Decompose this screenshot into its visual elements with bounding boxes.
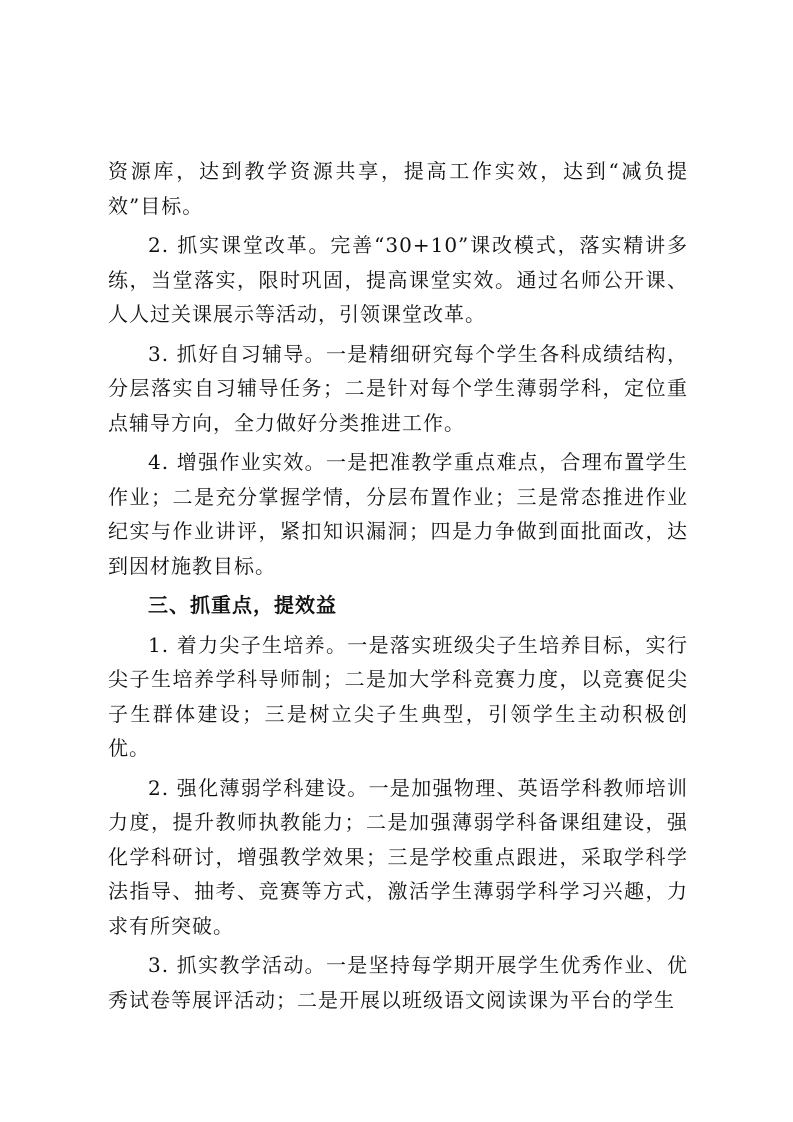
paragraph-item-classroom-reform: 2. 抓实课堂改革。完善“30+10”课改模式，落实精讲多练，当堂落实，限时巩固，提高课堂实效。通过名师公开课、人人过关课展示等活动，引领课堂改革。 [108,233,688,326]
paragraph-item-top-students: 1. 着力尖子生培养。一是落实班级尖子生培养目标，实行尖子生培养学科导师制；二是加大学科竞赛力度，以竞赛促尖子生群体建设；三是树立尖子生典型，引领学生主动积极创优。 [108,632,688,760]
document-body [108,154,688,1022]
section-heading: 三、抓重点，提效益 [148,593,337,617]
paragraph-continuation: 资源库，达到教学资源共享，提高工作实效，达到“减负提效”目标。 [108,159,688,218]
paragraph-item-self-study: 3. 抓好自习辅导。一是精细研究每个学生各科成绩结构，分层落实自习辅导任务；二是针对每个学生薄弱学科，定位重点辅导方向，全力做好分类推进工作。 [108,341,688,435]
paragraph-item-teaching-activities: 3. 抓实教学活动。一是坚持每学期开展学生优秀作业、优秀试卷等展评活动；二是开展以班级语文阅读课为平台的学生 [108,953,688,1012]
paragraph-item-weak-subjects: 2. 强化薄弱学科建设。一是加强物理、英语学科教师培训力度，提升教师执教能力；二是加强薄弱学科备课组建设，强化学科研讨，增强教学效果；三是学校重点跟进，采取学科学法指导、抽考、竞赛等方式，激活学生薄弱学科学习兴趣，力求有所突破。 [108,775,688,938]
paragraph-item-homework: 4. 增强作业实效。一是把准教学重点难点，合理布置学生作业；二是充分掌握学情，分层布置作业；三是常态推进作业纪实与作业讲评，紧扣知识漏洞；四是力争做到面批面改，达到因材施教目标。 [108,450,688,578]
